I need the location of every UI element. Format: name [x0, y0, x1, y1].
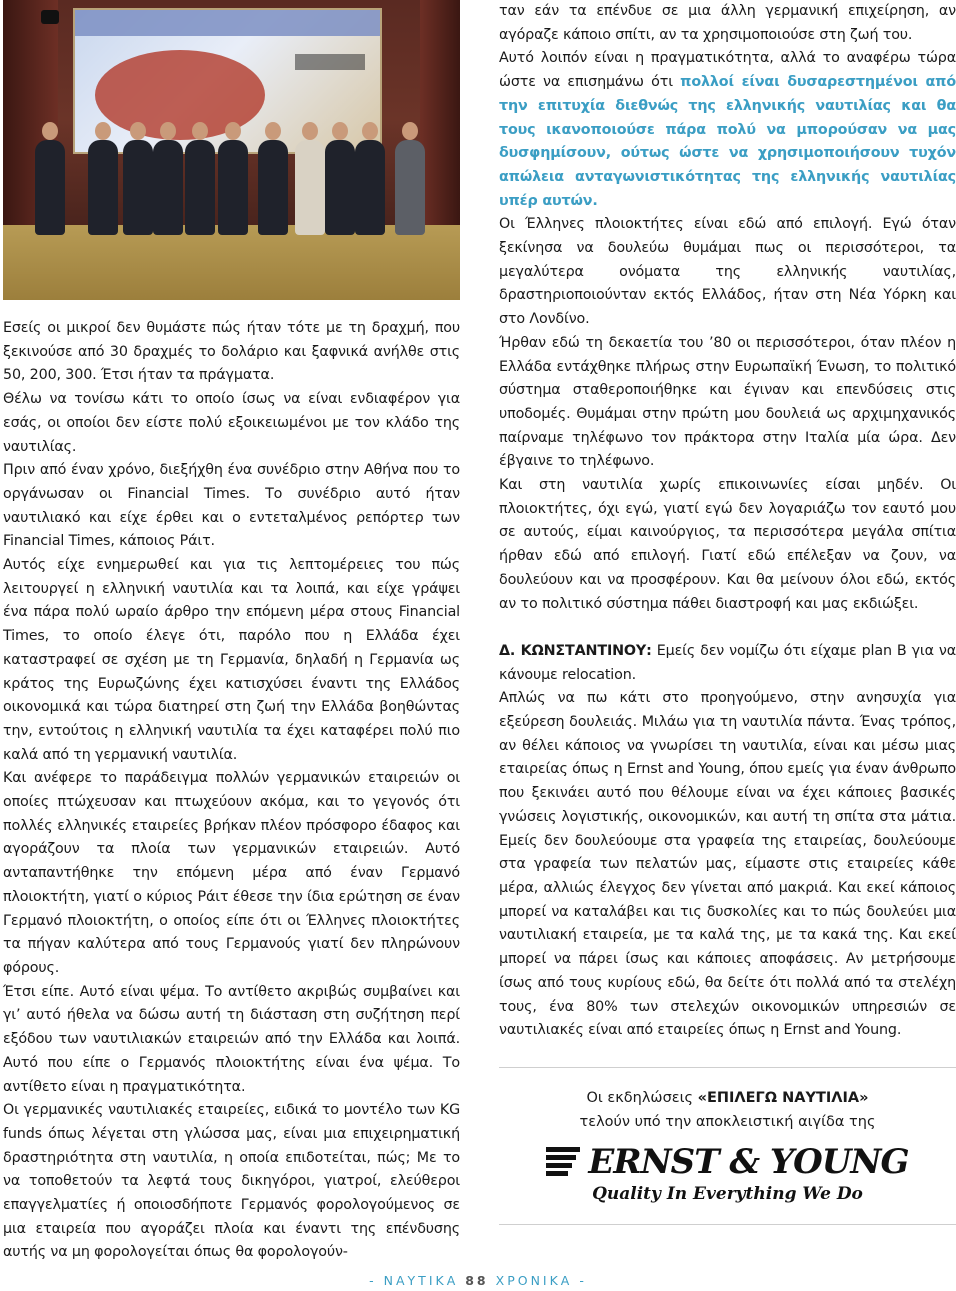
paragraph: Απλώς να πω κάτι στο προηγούμενο, στην ανησυχία για εξεύρεση δουλειάς. Μιλάω για τη ναυτιλία πάντα. Ένας τρόπος, αν θέλει κάποιος να γνωρίσει τη ναυτιλία, είναι και μέσω μιας εταιρείας όπως η Ernst and Young, όπου εμείς για έναν άνθρωπο που ξεκινάει αυτό που θέλουμε είναι να έχει κάποιες βασικές γνώσεις λογιστικής, οικονομικών, και αυτή τη σπίτα στα μάτια. Εμείς δεν δουλεύουμε στα γραφεία της εταιρείας, δουλεύουμε στα γραφεία των πελατών μας, είμαστε στις εταιρείες κάθε μέρα, αλλιώς έλεγχος δεν γίνεται από μακριά. Και εκεί κάποιος μπορεί να καταλάβει και τις δυσκολίες και το πώς δουλεύει μια ναυτιλιακή εταιρεία, με τα καλά της, με τα κακά της. Και εκεί μπορεί να πάρει ίσως και κάποιες αποφάσεις. Αν μετρήσουμε ίσως από τους κυρίους εδώ, θα δείτε ότι πολλά από τα στελέχη τους, ένα 80% των στελεχών οικονομικών υπηρεσιών σε ναυτιλιακές είναι από εταιρείες όπως η Ernst and Young.: [499, 690, 956, 1039]
right-column-text: [499, 0, 956, 1043]
highlighted-quote: πολλοί είναι δυσαρεστημένοι από την επιτυχία διεθνώς της ελληνικής ναυτιλίας και θα τους ικανοποιούσε πάρα πολύ να μπορούσαν να μας δυσφημίσουν, ούτως ώστε να χρησιμοποιήσουν τυχόν απώλεια ανταγωνιστικότητας της ελληνικής ναυτιλίας υπέρ αυτών.: [499, 74, 956, 209]
ey-logo-text: ERNST & YOUNG: [588, 1141, 909, 1182]
footer-left: - ΝΑΥΤΙΚΑ: [369, 1273, 459, 1288]
conference-photo: [3, 0, 460, 300]
paragraph: [499, 47, 956, 213]
sponsor-line-1: Οι εκδηλώσεις «ΕΠΙΛΕΓΩ ΝΑΥΤΙΛΙΑ»: [586, 1089, 869, 1106]
speaker-figure: [123, 140, 153, 235]
speaker-figure: [325, 140, 355, 235]
paragraph: Αυτός είχε ενημερωθεί και για τις λεπτομέρειες του πώς λειτουργεί η ελληνική ναυτιλία και τα λοιπά, και είχε γράψει ένα πάρα πολύ ωραίο άρθρο την επόμενη μέρα στους Financial Times, το οποίο έλεγε ότι, παρόλο που η Ελλάδα έχει καταστραφεί σε σχέση με τη Γερμανία, δηλαδή η Γερμανία ως κράτος της Ευρωζώνης έχει κατισχύσει έναντι της Ελλάδος οικονομικά και τώρα διατηρεί στη ζωή την Ελλάδα βοηθώντας την, εντούτοις η ελληνική ναυτιλία τα έχει καταφέρει πολύ πιο καλά από τη γερμανική ναυτιλία.: [3, 557, 460, 763]
paragraph: Θέλω να τονίσω κάτι το οποίο ίσως να είναι ενδιαφέρον για εσάς, οι οποίοι δεν είστε πολύ εξοικειωμένοι με τον κλάδο της ναυτιλίας.: [3, 391, 460, 455]
speaker-figure: [185, 140, 215, 235]
sponsor-box: [499, 1067, 956, 1225]
paragraph-text: Αυτό λοιπόν είναι η πραγματικότητα, αλλά το αναφέρω τώρα ώστε να επισημάνω ότι: [499, 50, 956, 91]
sponsor-line-2: τελούν υπό την αποκλειστική αιγίδα της: [579, 1113, 876, 1130]
paragraph: Έτσι είπε. Αυτό είναι ψέμα. Το αντίθετο ακριβώς συμβαίνει και γι’ αυτό ήθελα να δώσω αυτή τη διάσταση στη συζήτηση περί εξόδου των ναυτιλιακών εταιρειών από την Ελλάδα και λοιπά. Αυτό που είπε ο Γερμανός πλοιοκτήτης είναι ένα ψέμα. Το αντίθετο είναι η πραγματικότητα.: [3, 983, 460, 1095]
paragraph: Και στη ναυτιλία χωρίς επικοινωνίες είσαι μηδέν. Οι πλοιοκτήτες, όχι εγώ, γιατί εγώ δεν λογαριάζω τον εαυτό μου σε αυτούς, είμαι καινούργιος, τα περισσότερα μεγάλα σπίτια ήρθαν εδώ από επιλογή. Γιατί εδώ επέλεξαν να ζουν, να δουλεύουν και να προσφέρουν. Και θα μείνουν όλοι εδώ, εκτός αν το πολιτικό σύστημα πάθει διαστροφή και μας εκδιώξει.: [499, 477, 956, 612]
ey-logo-mark-icon: [546, 1147, 580, 1176]
speaker-figure: [153, 140, 183, 235]
paragraph-text: Εμείς δεν νομίζω ότι είχαμε plan B για να κάνουμε relocation.: [499, 642, 956, 683]
footer-right: ΧΡΟΝΙΚΑ -: [495, 1273, 587, 1288]
right-column: [499, 0, 956, 1225]
ceiling-lamp-icon: [41, 10, 59, 24]
ey-tagline: Quality In Everything We Do: [592, 1183, 863, 1204]
paragraph: Ήρθαν εδώ τη δεκαετία του ’80 οι περισσότεροι, όταν πλέον η Ελλάδα εντάχθηκε πλήρως στην Ευρωπαϊκή Ένωση, το πολιτικό σύστημα σταθεροποιήθηκε και έγιναν και επενδύσεις στις υποδομές. Θυμάμαι στην πρώτη μου δουλειά ως αρχιμηχανικός παίρναμε τηλέφωνο τον πράκτορα στην Ιταλία μία ώρα. Δεν έβγαινε το τηλέφωνο.: [499, 334, 956, 470]
speaker-figure: [35, 140, 65, 235]
left-column: [3, 0, 460, 1265]
speaker-name: Δ. ΚΩΝΣΤΑΝΤΙΝΟΥ:: [499, 642, 652, 659]
speaker-figure: [395, 140, 425, 235]
event-name: «ΕΠΙΛΕΓΩ ΝΑΥΤΙΛΙΑ»: [697, 1089, 869, 1106]
paragraph: [499, 640, 956, 687]
speaker-figure: [355, 140, 385, 235]
speaker-figure: [88, 140, 118, 235]
paragraph: Και ανέφερε το παράδειγμα πολλών γερμανικών εταιρειών οι οποίες πτώχευσαν και πτωχεύουν ακόμα, και το γεγονός ότι πολλές ελληνικές εταιρείες βρήκαν πλέον πρόσφορο έδαφος και αγοράζουν τα πλοία των γερμανικών εταιρειών. Αυτό ανταπαντήθηκε την επόμενη μέρα από έναν Γερμανό πλοιοκτήτη, γιατί ο κύριος Ράιτ έθεσε την ίδια ερώτηση σε έναν Γερμανό πλοιοκτήτη, ο οποίος είπε ότι οι Έλληνες πλοιοκτήτες τα πήγαν καλύτερα από τους Γερμανούς γιατί δεν πληρώνουν φόρους.: [3, 770, 460, 976]
paragraph: ταν εάν τα επένδυε σε μια άλλη γερμανική επιχείρηση, αν αγόραζε κάποιο σπίτι, αν τα χρησιμοποιούσε στη ζωή του.: [499, 3, 956, 43]
page-number: 88: [465, 1273, 489, 1288]
page-footer: [0, 1273, 956, 1288]
speaker-figure: [218, 140, 248, 235]
speaker-figure: [258, 140, 288, 235]
paragraph: Πριν από έναν χρόνο, διεξήχθη ένα συνέδριο στην Αθήνα που το οργάνωσαν οι Financial Times. Το συνέδριο αυτό ήταν ναυτιλιακό και είχε έρθει και ο εντεταλμένος ρεπόρτερ των Financial Times, κάποιος Ράιτ.: [3, 462, 460, 550]
paragraph: Οι Έλληνες πλοιοκτήτες είναι εδώ από επιλογή. Εγώ όταν ξεκίνησα να δουλεύω θυμάμαι πως οι περισσότεροι, τα μεγαλύτερα ονόματα της ελληνικής ναυτιλίας, δραστηριοποιούνταν εκτός Ελλάδος, ήταν στη Νέα Υόρκη και στο Λονδίνο.: [499, 216, 956, 328]
conference-table: [3, 225, 460, 300]
ernst-young-logo: [499, 1142, 956, 1182]
left-column-text: [3, 317, 460, 1265]
speaker-figure: [295, 140, 325, 235]
paragraph: Οι γερμανικές ναυτιλιακές εταιρείες, ειδικά το μοντέλο των KG funds όπως λέγεται στη γλώσσα μας, είναι μια επιχειρηματική δραστηριότητα στη ναυτιλία, η οποία επιδοτείται, πώς; Με το να τοποθετούν τα λεφτά τους δικηγόροι, γιατροί, ελεύθεροι επαγγελματίες ή οποιοσδήποτε Γερμανός φορολογούμενος σε μια εταιρεία που αγοράζει πλοία και έναντι της επένδυσης αυτής να μη φορολογείται όπως θα φορολογούν-: [3, 1102, 460, 1261]
paragraph: Εσείς οι μικροί δεν θυμάστε πώς ήταν τότε με τη δραχμή, που ξεκινούσε από 30 δραχμές το δολάριο και ξαφνικά ανήλθε στις 50, 200, 300. Έτσι ήταν τα πράγματα.: [3, 320, 460, 384]
